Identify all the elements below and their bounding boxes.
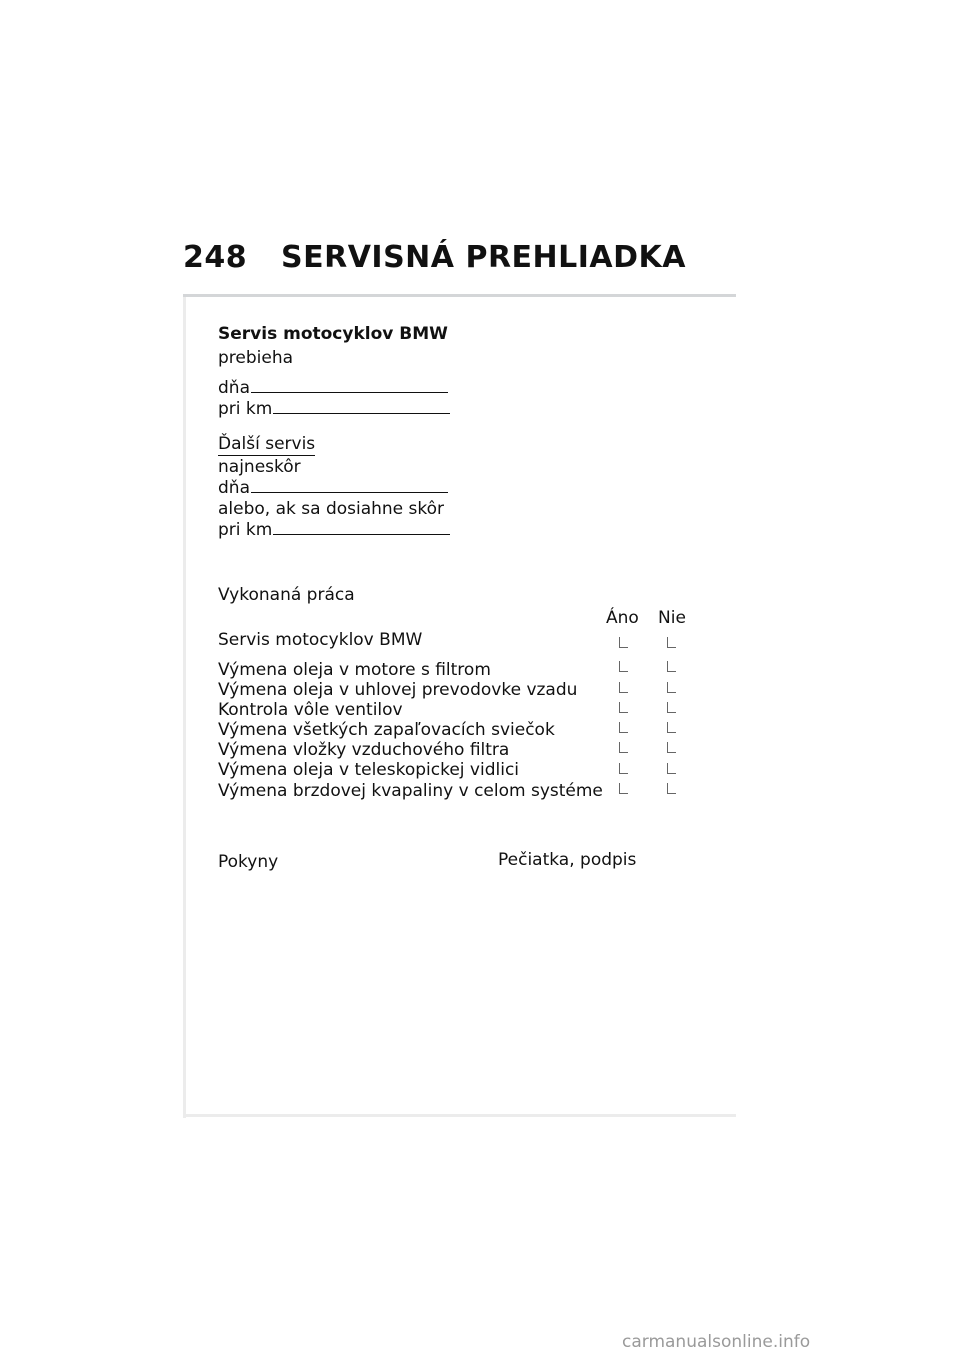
km-label: pri km bbox=[218, 399, 273, 419]
next-km-field-row bbox=[218, 520, 450, 541]
checkbox-no[interactable] bbox=[667, 661, 676, 672]
work-item: Servis motocyklov BMW bbox=[218, 630, 423, 650]
checkbox-yes[interactable] bbox=[619, 702, 628, 713]
work-item: Výmena vložky vzduchového filtra bbox=[218, 740, 510, 760]
at-latest-label: najneskôr bbox=[218, 457, 301, 477]
page-header bbox=[183, 240, 686, 275]
work-item: Výmena oleja v teleskopickej vidlici bbox=[218, 760, 520, 780]
page-number: 248 bbox=[183, 240, 248, 275]
work-item: Výmena brzdovej kvapaliny v celom systéme bbox=[218, 781, 603, 801]
checkbox-no[interactable] bbox=[667, 742, 676, 753]
checkbox-no[interactable] bbox=[667, 637, 676, 648]
notes-label: Pokyny bbox=[218, 852, 279, 872]
checkbox-yes[interactable] bbox=[619, 783, 628, 794]
next-date-field-row bbox=[218, 478, 448, 499]
watermark-text: carmanualsonline.info bbox=[622, 1332, 811, 1352]
work-item: Výmena oleja v uhlovej prevodovke vzadu bbox=[218, 680, 578, 700]
bottom-rule bbox=[183, 1114, 736, 1117]
or-if-reached-label: alebo, ak sa dosiahne skôr bbox=[218, 499, 445, 519]
work-item: Kontrola vôle ventilov bbox=[218, 700, 403, 720]
km-field-row bbox=[218, 399, 450, 420]
checkbox-yes[interactable] bbox=[619, 742, 628, 753]
work-item: Výmena všetkých zapaľovacích sviečok bbox=[218, 720, 555, 740]
stamp-signature-label: Pečiatka, podpis bbox=[498, 850, 637, 870]
in-progress-label: prebieha bbox=[218, 348, 294, 368]
checkbox-yes[interactable] bbox=[619, 722, 628, 733]
header-rule bbox=[183, 294, 736, 297]
km-fill-line[interactable] bbox=[273, 399, 450, 414]
checkbox-yes[interactable] bbox=[619, 763, 628, 774]
next-service-heading: Ďalší servis bbox=[218, 434, 316, 454]
next-date-fill-line[interactable] bbox=[251, 478, 448, 493]
date-label: dňa bbox=[218, 378, 250, 398]
col-yes-header: Áno bbox=[606, 608, 639, 628]
form-heading: Servis motocyklov BMW bbox=[218, 324, 448, 344]
checkbox-yes[interactable] bbox=[619, 661, 628, 672]
checkbox-yes[interactable] bbox=[619, 682, 628, 693]
col-no-header: Nie bbox=[658, 608, 686, 628]
checkbox-no[interactable] bbox=[667, 682, 676, 693]
page-title: SERVISNÁ PREHLIADKA bbox=[281, 240, 687, 275]
checkbox-no[interactable] bbox=[667, 702, 676, 713]
next-km-label: pri km bbox=[218, 520, 273, 540]
work-item: Výmena oleja v motore s filtrom bbox=[218, 660, 491, 680]
left-rule bbox=[183, 297, 186, 1118]
checkbox-no[interactable] bbox=[667, 722, 676, 733]
checkbox-no[interactable] bbox=[667, 763, 676, 774]
date-field-row bbox=[218, 378, 448, 399]
checkbox-yes[interactable] bbox=[619, 637, 628, 648]
next-date-label: dňa bbox=[218, 478, 250, 498]
next-km-fill-line[interactable] bbox=[273, 520, 450, 535]
date-fill-line[interactable] bbox=[251, 378, 448, 393]
work-title: Vykonaná práca bbox=[218, 585, 355, 605]
checkbox-no[interactable] bbox=[667, 783, 676, 794]
